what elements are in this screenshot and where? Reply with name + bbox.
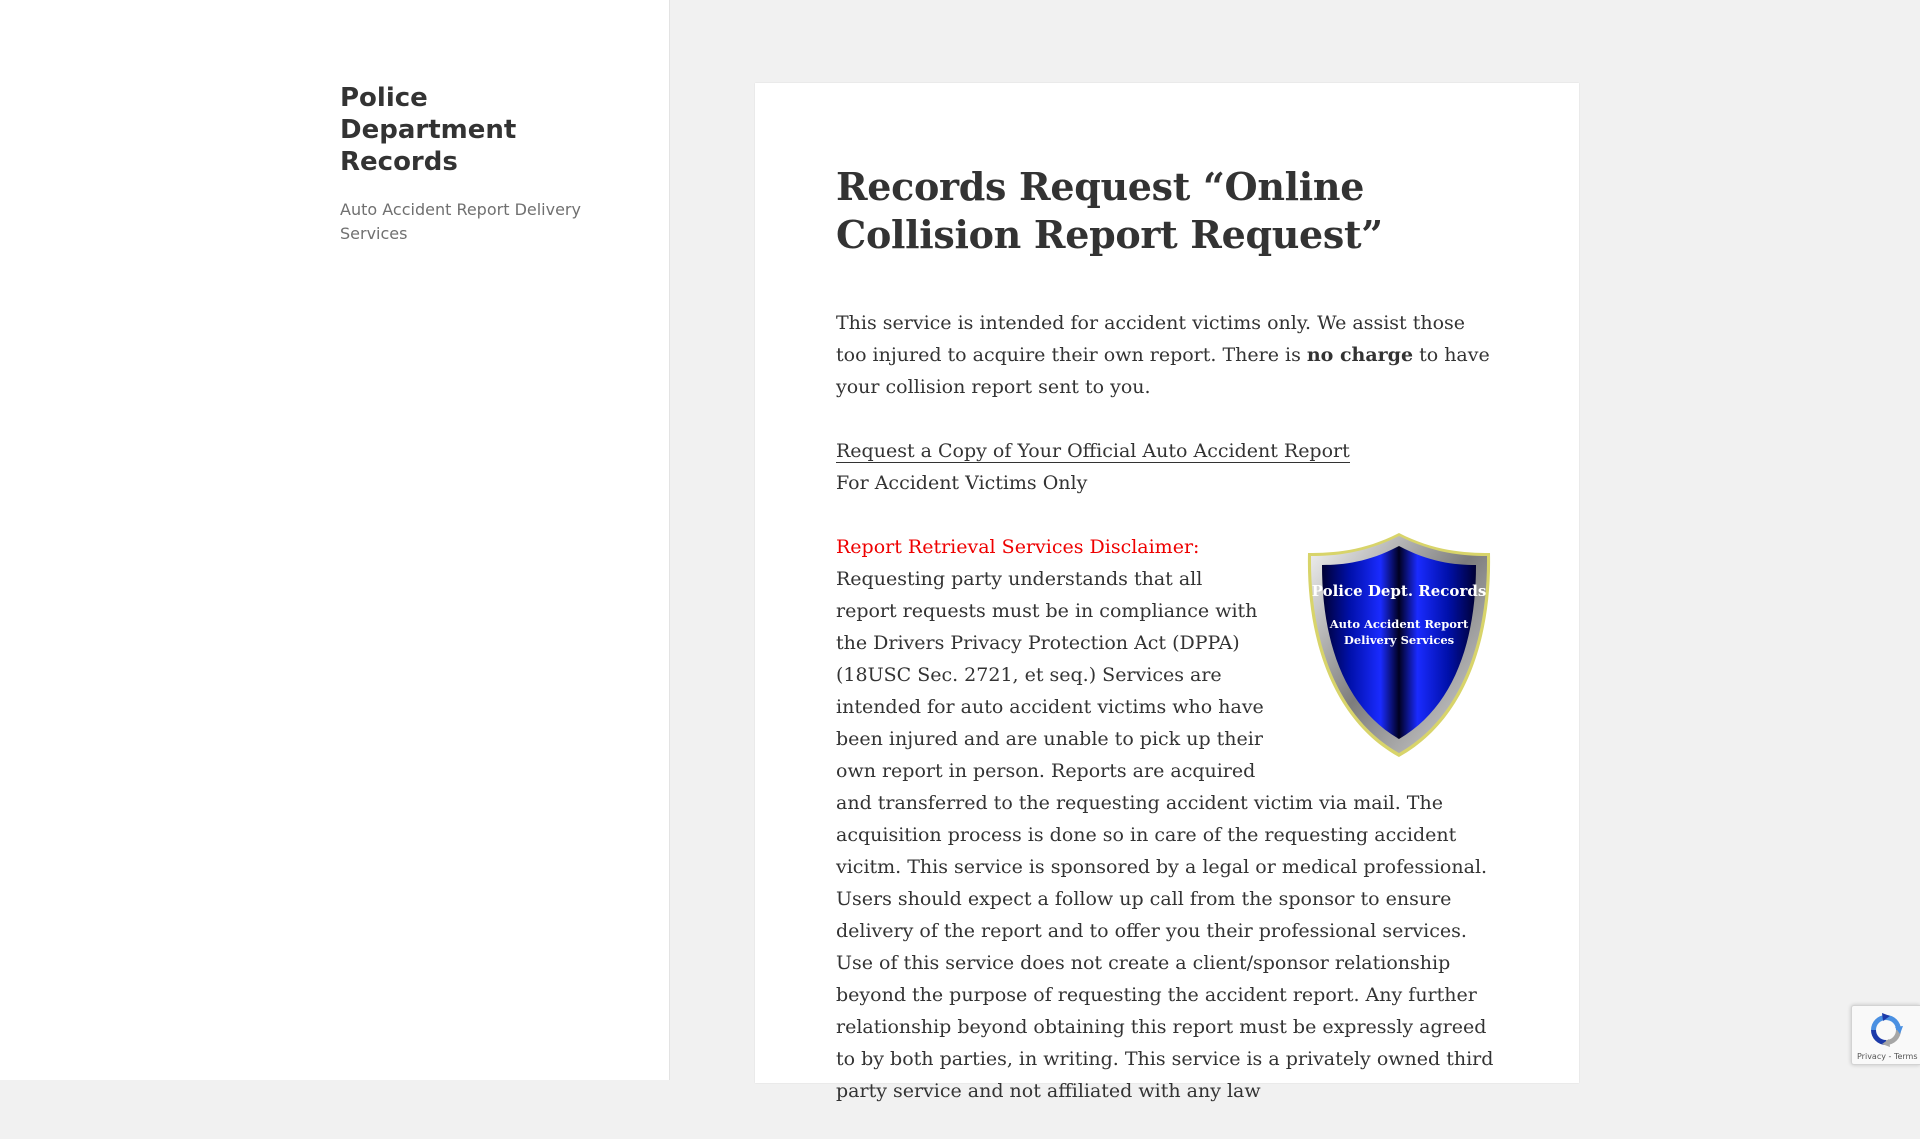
intro-text-after: to have your collision report sent to you. [836,344,1490,398]
request-report-link[interactable]: Request a Copy of Your Official Auto Accident Report [836,440,1350,462]
intro-text-before: This service is intended for accident victims only. We assist those too injured to acquire their own report. There is [836,312,1466,366]
recaptcha-badge[interactable] [1851,1005,1920,1065]
police-records-shield-logo [1304,531,1494,759]
shield-text-line2: Auto Accident Report [1329,617,1469,631]
disclaimer-body: Requesting party understands that all report requests must be in compliance with the Drivers Privacy Protection Act (DPPA) (18USC Sec. 2721, et seq.) Services are intended for auto accident victims who have been injured and are unable to pick up their own report in person. Reports are acquired and transferred to the requesting accident victim via mail. The acquisition process is done so in care of the requesting accident vicitm. This service is sponsored by a legal or medical professional. Users should expect a follow up call from the sponsor to ensure delivery of the report and to offer you their professional services. Use of this service does not create a client/sponsor relationship beyond the purpose of requesting the accident report. Any further relationship beyond obtaining this report must be expressly agreed to by both parties, in writing. This service is a privately owned third party service and not affiliated with any law [836,568,1494,1102]
request-paragraph [836,435,1494,499]
shield-text-line3: Delivery Services [1343,633,1455,647]
article-content [836,307,1494,1139]
article-card [755,83,1579,1102]
intro-paragraph [836,307,1494,403]
site-description: Auto Accident Report Delivery Services [340,200,581,243]
intro-text-bold: no charge [1306,344,1414,366]
disclaimer-heading: Report Retrieval Services Disclaimer: [836,536,1200,558]
site-branding [340,82,590,246]
recaptcha-privacy-terms[interactable]: Privacy - Terms [1857,1052,1918,1061]
site-title-link[interactable]: Police Department Records [340,83,517,177]
article-title: Records Request “Online Collision Report Request” [836,164,1383,257]
recaptcha-icon [1868,1012,1904,1048]
sidebar [0,0,670,1080]
request-subtext: For Accident Victims Only [836,472,1088,494]
shield-text-line1: Police Dept. Records [1311,582,1487,600]
